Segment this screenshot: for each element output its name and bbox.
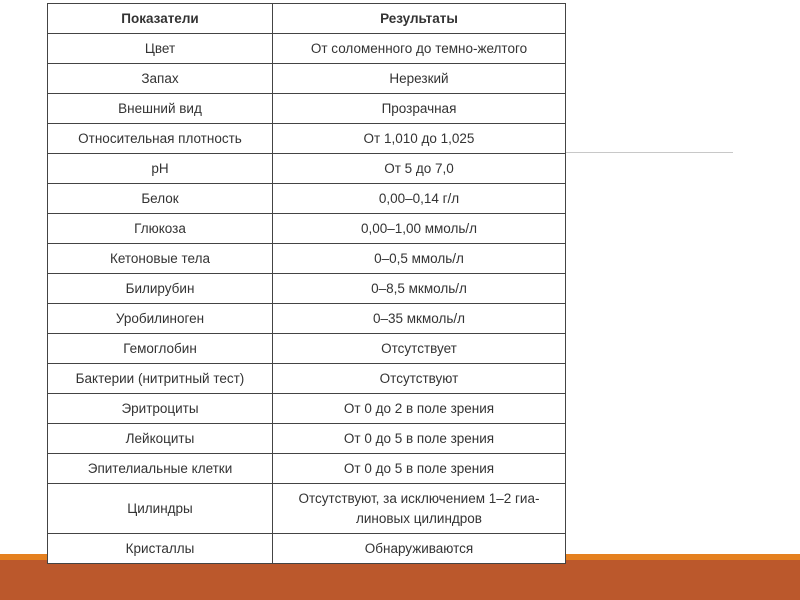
table-row — [48, 244, 566, 274]
result-cell: От 1,010 до 1,025 — [273, 124, 566, 154]
result-cell: Нерезкий — [273, 64, 566, 94]
result-cell: От 0 до 5 в поле зрения — [273, 424, 566, 454]
result-cell: Отсутствует — [273, 334, 566, 364]
result-cell: 0–8,5 мкмоль/л — [273, 274, 566, 304]
column-header-indicators: Показатели — [48, 4, 273, 34]
table-row — [48, 454, 566, 484]
indicator-cell: Бактерии (нитритный тест) — [48, 364, 273, 394]
result-cell: 0–35 мкмоль/л — [273, 304, 566, 334]
indicator-cell: Эритроциты — [48, 394, 273, 424]
result-cell: Отсутствуют — [273, 364, 566, 394]
table-row — [48, 424, 566, 454]
table-header-row — [48, 4, 566, 34]
result-cell: Прозрачная — [273, 94, 566, 124]
table-row — [48, 394, 566, 424]
table-row — [48, 154, 566, 184]
table-row — [48, 304, 566, 334]
table-row — [48, 274, 566, 304]
indicator-cell: Кетоновые тела — [48, 244, 273, 274]
urine-analysis-table — [47, 3, 566, 564]
indicator-cell: pH — [48, 154, 273, 184]
table-row — [48, 34, 566, 64]
indicator-cell: Билирубин — [48, 274, 273, 304]
result-cell: От соломенного до темно-желтого — [273, 34, 566, 64]
result-cell: От 5 до 7,0 — [273, 154, 566, 184]
result-cell: Обнаруживаются — [273, 534, 566, 564]
table-row — [48, 64, 566, 94]
footer-band — [0, 560, 800, 600]
indicator-cell: Кристаллы — [48, 534, 273, 564]
table-row — [48, 364, 566, 394]
table-row — [48, 334, 566, 364]
result-cell: От 0 до 2 в поле зрения — [273, 394, 566, 424]
result-cell: От 0 до 5 в поле зрения — [273, 454, 566, 484]
indicator-cell: Цилиндры — [48, 484, 273, 534]
indicator-cell: Гемоглобин — [48, 334, 273, 364]
indicator-cell: Эпителиальные клетки — [48, 454, 273, 484]
table-row — [48, 124, 566, 154]
indicator-cell: Глюкоза — [48, 214, 273, 244]
indicator-cell: Запах — [48, 64, 273, 94]
indicator-cell: Относительная плотность — [48, 124, 273, 154]
indicator-cell: Лейкоциты — [48, 424, 273, 454]
table-row — [48, 534, 566, 564]
column-header-results: Результаты — [273, 4, 566, 34]
indicator-cell: Внешний вид — [48, 94, 273, 124]
table-row — [48, 214, 566, 244]
table-row — [48, 184, 566, 214]
result-cell: 0,00–0,14 г/л — [273, 184, 566, 214]
decorative-line — [565, 152, 733, 153]
indicator-cell: Цвет — [48, 34, 273, 64]
result-cell: 0,00–1,00 ммоль/л — [273, 214, 566, 244]
indicator-cell: Уробилиноген — [48, 304, 273, 334]
table-row — [48, 94, 566, 124]
result-cell: Отсутствуют, за исключением 1–2 гиа-линовых цилиндров — [273, 484, 566, 534]
table-row — [48, 484, 566, 534]
result-cell: 0–0,5 ммоль/л — [273, 244, 566, 274]
indicator-cell: Белок — [48, 184, 273, 214]
